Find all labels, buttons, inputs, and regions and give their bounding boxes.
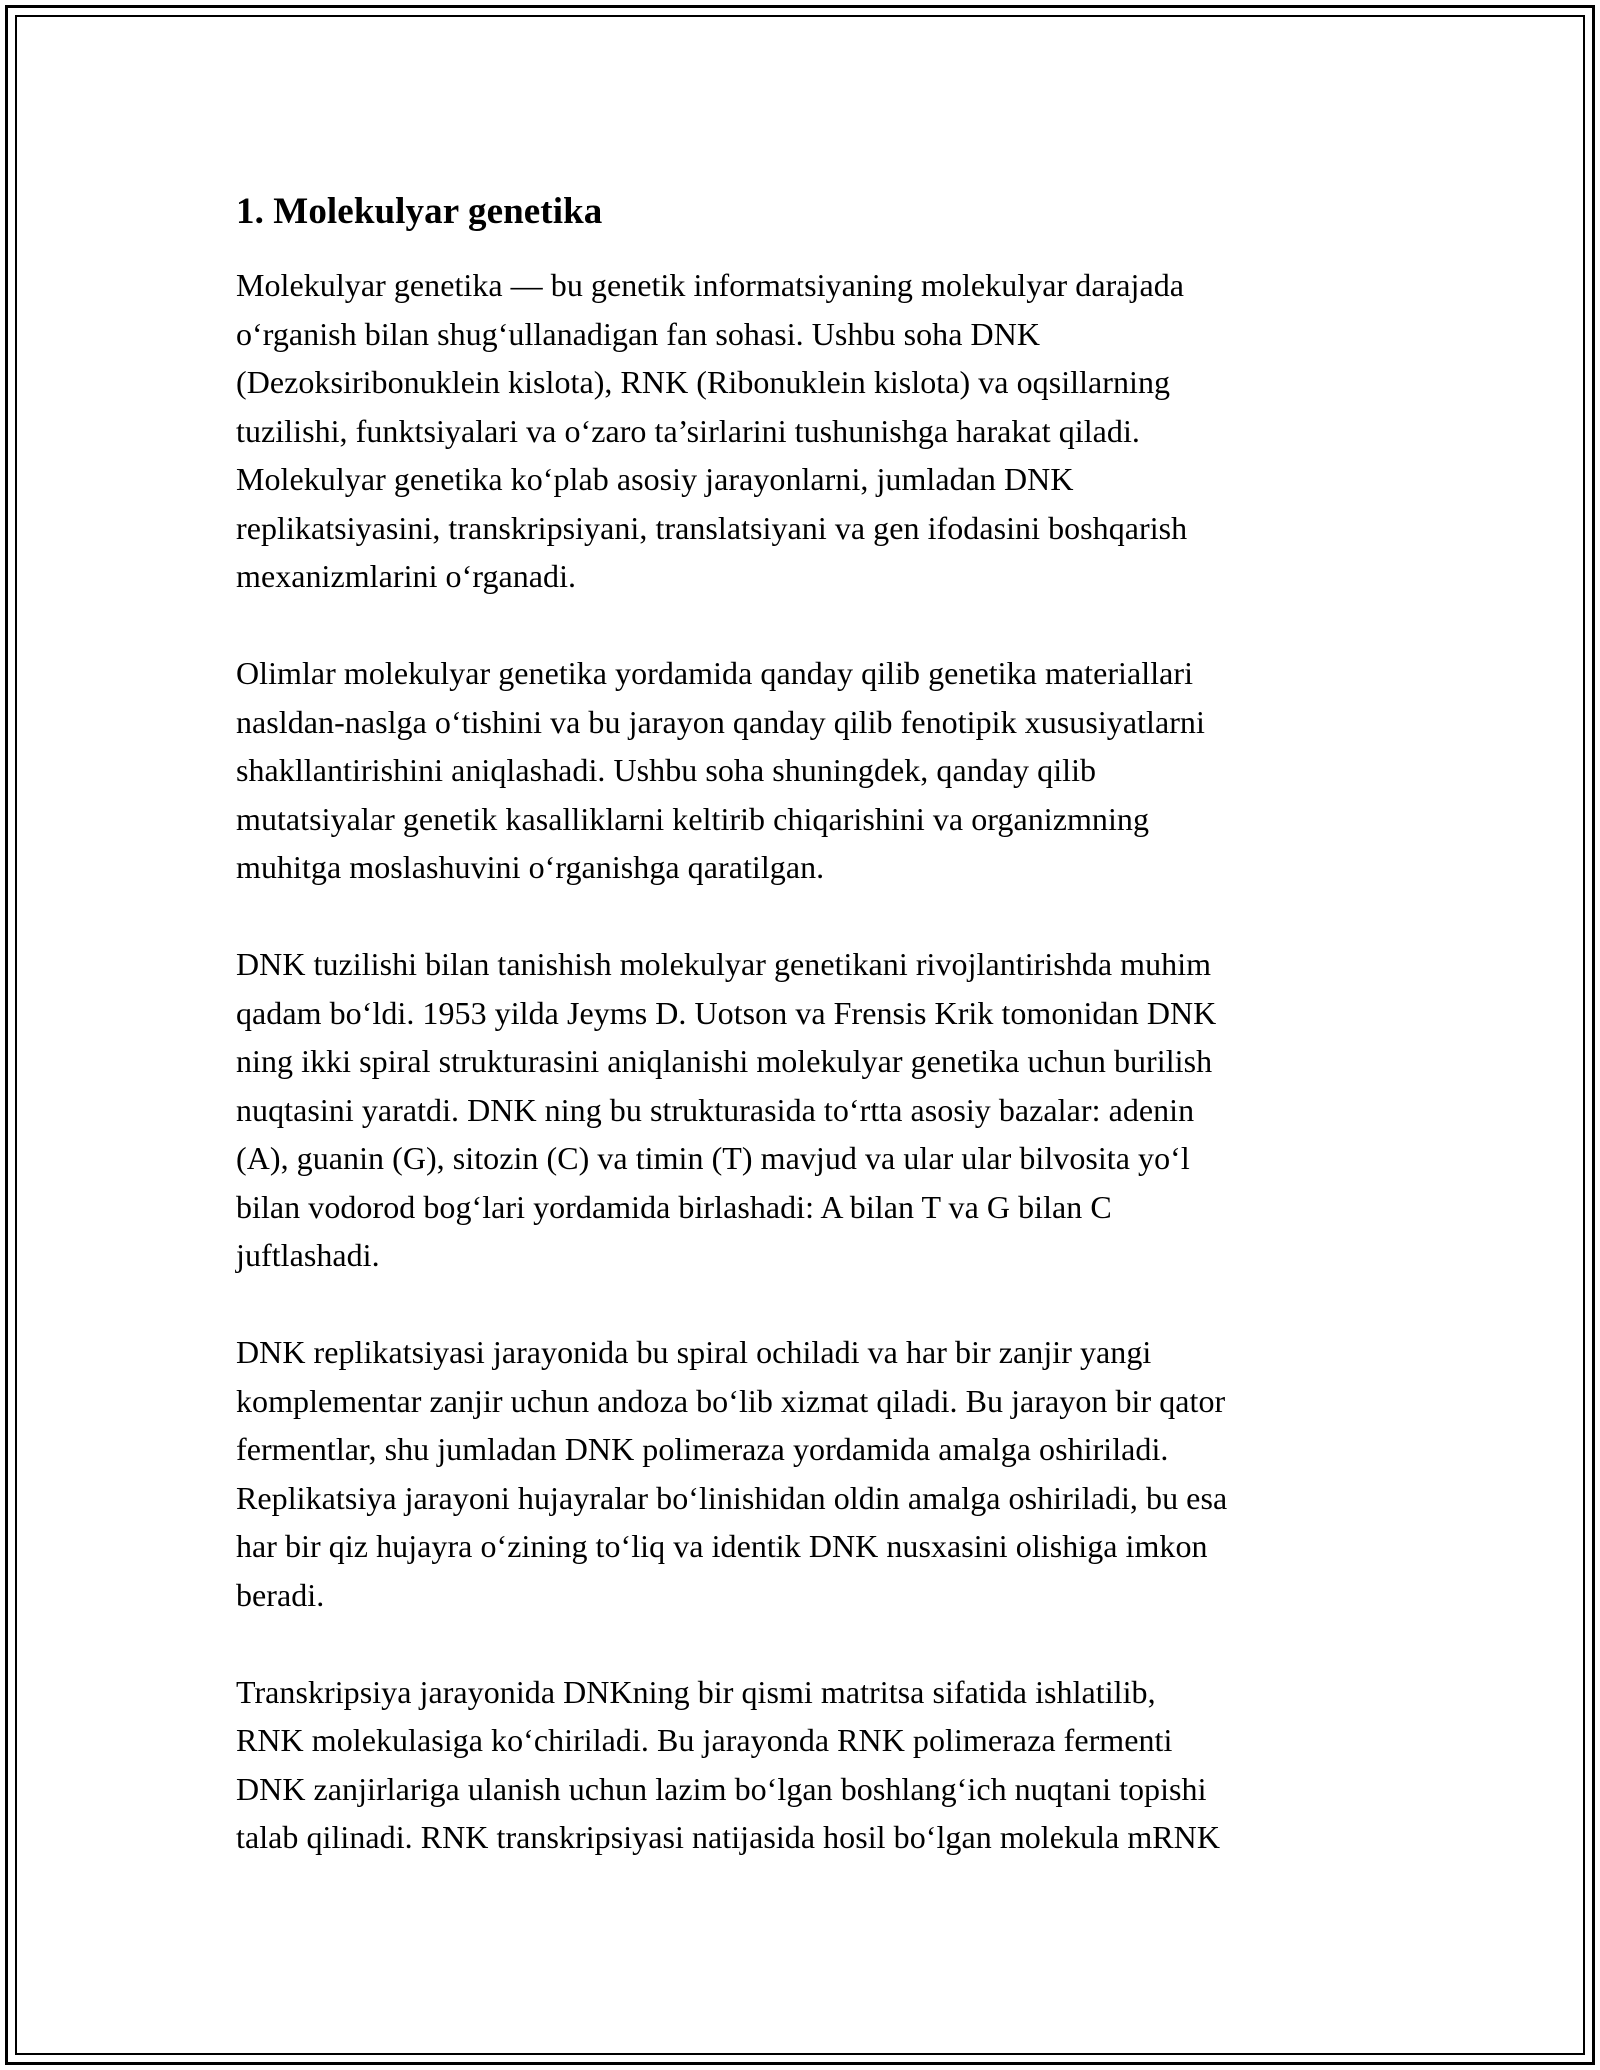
text-line: beradi.: [236, 1576, 325, 1613]
paragraph-dna-structure: [236, 940, 1386, 1280]
text-line: DNK zanjirlariga ulanish uchun lazim bo‘lgan boshlang‘ich nuqtani topishi: [236, 1770, 1207, 1807]
paragraph-heredity: [236, 649, 1386, 892]
text-line: DNK tuzilishi bilan tanishish molekulyar genetikani rivojlantirishda muhim: [236, 946, 1212, 982]
text-line: mutatsiyalar genetik kasalliklarni keltirib chiqarishini va organizmning: [236, 800, 1149, 837]
text-line: bilan vodorod bog‘lari yordamida birlashadi: A bilan T va G bilan C: [236, 1188, 1112, 1225]
paragraph-intro: [236, 261, 1386, 601]
section-heading: 1. Molekulyar genetika: [236, 191, 603, 232]
text-line: o‘rganish bilan shug‘ullanadigan fan sohasi. Ushbu soha DNK: [236, 315, 1041, 352]
text-line: DNK replikatsiyasi jarayonida bu spiral ochiladi va har bir zanjir yangi: [236, 1334, 1152, 1370]
document-body: [236, 188, 1386, 1910]
text-line: mexanizmlarini o‘rganadi.: [236, 558, 577, 594]
text-line: Transkripsiya jarayonida DNKning bir qismi matritsa sifatida ishlatilib,: [236, 1673, 1156, 1710]
text-line: Replikatsiya jarayoni hujayralar bo‘linishidan oldin amalga oshiriladi, bu esa: [236, 1479, 1228, 1516]
text-line: fermentlar, shu jumladan DNK polimeraza yordamida amalga oshiriladi.: [236, 1431, 1169, 1467]
text-line: qadam bo‘ldi. 1953 yilda Jeyms D. Uotson va Frensis Krik tomonidan DNK: [236, 994, 1217, 1031]
text-line: Olimlar molekulyar genetika yordamida qanday qilib genetika materiallari: [236, 655, 1194, 691]
text-line: talab qilinadi. RNK transkripsiyasi natijasida hosil bo‘lgan molekula mRNK: [236, 1819, 1220, 1855]
text-line: komplementar zanjir uchun andoza bo‘lib xizmat qiladi. Bu jarayon bir qator: [236, 1382, 1226, 1419]
paragraph-transcription: [236, 1668, 1386, 1862]
text-line: har bir qiz hujayra o‘zining to‘liq va identik DNK nusxasini olishiga imkon: [236, 1528, 1208, 1564]
text-line: tuzilishi, funktsiyalari va o‘zaro ta’sirlarini tushunishga harakat qiladi.: [236, 412, 1140, 449]
text-line: (A), guanin (G), sitozin (C) va timin (T) mavjud va ular ular bilvosita yo‘l: [236, 1140, 1190, 1176]
text-line: (Dezoksiribonuklein kislota), RNK (Ribonuklein kislota) va oqsillarning: [236, 364, 1171, 400]
text-line: RNK molekulasiga ko‘chiriladi. Bu jarayonda RNK polimeraza fermenti: [236, 1722, 1173, 1758]
text-line: replikatsiyasini, transkripsiyani, translatsiyani va gen ifodasini boshqarish: [236, 509, 1188, 546]
text-line: nuqtasini yaratdi. DNK ning bu strukturasida to‘rtta asosiy bazalar: adenin: [236, 1091, 1195, 1128]
text-line: ning ikki spiral strukturasini aniqlanishi molekulyar genetika uchun burilish: [236, 1043, 1213, 1079]
text-line: nasldan-naslga o‘tishini va bu jarayon qanday qilib fenotipik xususiyatlarni: [236, 703, 1205, 740]
text-line: juftlashadi.: [236, 1237, 380, 1273]
paragraph-replication: [236, 1328, 1386, 1619]
text-line: Molekulyar genetika ko‘plab asosiy jarayonlarni, jumladan DNK: [236, 461, 1074, 497]
text-line: shakllantirishini aniqlashadi. Ushbu soha shuningdek, qanday qilib: [236, 752, 1097, 788]
text-line: muhitga moslashuvini o‘rganishga qaratilgan.: [236, 849, 825, 885]
text-line: Molekulyar genetika — bu genetik informatsiyaning molekulyar darajada: [236, 267, 1185, 303]
